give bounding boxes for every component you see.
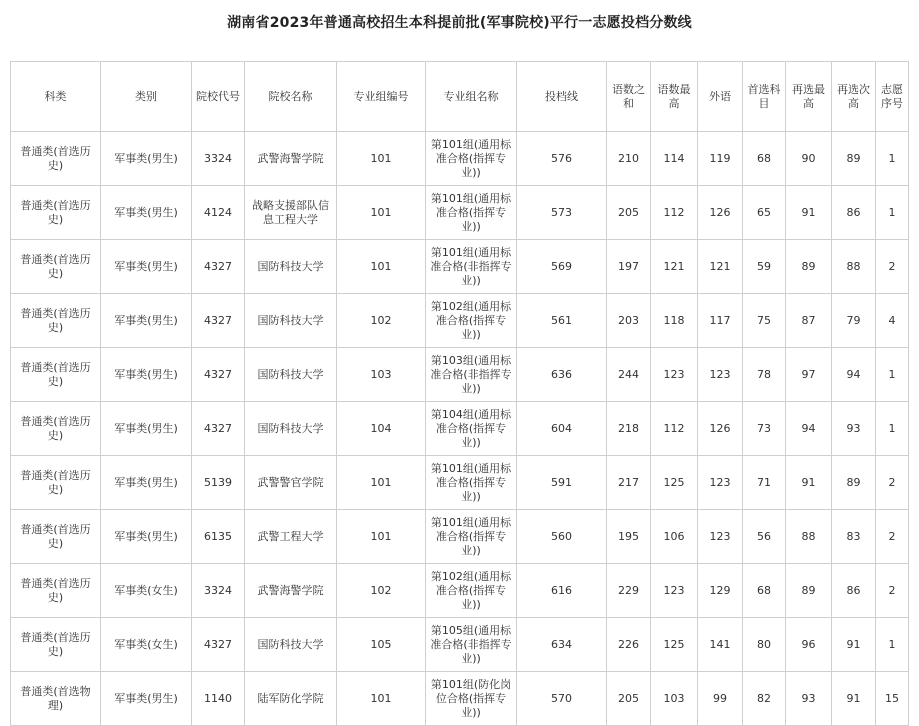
table-cell: 陆军防化学院 (245, 672, 337, 726)
table-cell: 军事类(男生) (101, 402, 192, 456)
table-cell: 560 (517, 510, 607, 564)
table-cell: 普通类(首选历史) (11, 402, 101, 456)
table-cell: 197 (607, 240, 651, 294)
page-title: 湖南省2023年普通高校招生本科提前批(军事院校)平行一志愿投档分数线 (227, 15, 692, 31)
table-cell: 军事类(男生) (101, 294, 192, 348)
table-row (11, 348, 909, 402)
table-cell: 123 (651, 564, 698, 618)
table-cell: 89 (832, 132, 876, 186)
table-cell: 第103组(通用标准合格(非指挥专业)) (426, 348, 517, 402)
table-cell: 203 (607, 294, 651, 348)
table-cell: 123 (698, 348, 743, 402)
table-cell: 91 (832, 618, 876, 672)
table-row (11, 294, 909, 348)
table-cell: 119 (698, 132, 743, 186)
table-cell: 军事类(男生) (101, 348, 192, 402)
table-cell: 第101组(通用标准合格(指挥专业)) (426, 510, 517, 564)
table-cell: 205 (607, 186, 651, 240)
table-cell: 226 (607, 618, 651, 672)
table-cell: 80 (743, 618, 786, 672)
table-row (11, 510, 909, 564)
table-cell: 4327 (192, 402, 245, 456)
table-cell: 1 (876, 186, 909, 240)
table-cell: 94 (832, 348, 876, 402)
table-cell: 91 (832, 672, 876, 726)
table-cell: 123 (698, 510, 743, 564)
table-cell: 229 (607, 564, 651, 618)
header-cell: 专业组编号 (337, 62, 426, 132)
table-cell: 125 (651, 456, 698, 510)
table-cell: 114 (651, 132, 698, 186)
header-cell: 院校名称 (245, 62, 337, 132)
table-cell: 军事类(男生) (101, 240, 192, 294)
table-cell: 125 (651, 618, 698, 672)
table-cell: 第101组(通用标准合格(非指挥专业)) (426, 240, 517, 294)
table-cell: 武警警官学院 (245, 456, 337, 510)
table-cell: 1 (876, 132, 909, 186)
table-cell: 第101组(通用标准合格(指挥专业)) (426, 132, 517, 186)
table-cell: 第104组(通用标准合格(指挥专业)) (426, 402, 517, 456)
header-cell: 科类 (11, 62, 101, 132)
table-cell: 68 (743, 132, 786, 186)
table-cell: 195 (607, 510, 651, 564)
table-cell: 4327 (192, 294, 245, 348)
table-cell: 129 (698, 564, 743, 618)
table-cell: 军事类(男生) (101, 510, 192, 564)
table-cell: 第105组(通用标准合格(非指挥专业)) (426, 618, 517, 672)
table-cell: 1 (876, 618, 909, 672)
table-cell: 56 (743, 510, 786, 564)
table-cell: 军事类(男生) (101, 132, 192, 186)
table-cell: 104 (337, 402, 426, 456)
header-cell: 语数之和 (607, 62, 651, 132)
table-cell: 217 (607, 456, 651, 510)
table-cell: 68 (743, 564, 786, 618)
table-cell: 616 (517, 564, 607, 618)
table-cell: 73 (743, 402, 786, 456)
table-cell: 576 (517, 132, 607, 186)
header-cell: 语数最高 (651, 62, 698, 132)
table-cell: 573 (517, 186, 607, 240)
table-cell: 94 (786, 402, 832, 456)
table-cell: 121 (651, 240, 698, 294)
table-cell: 国防科技大学 (245, 402, 337, 456)
table-cell: 战略支援部队信息工程大学 (245, 186, 337, 240)
table-cell: 第101组(防化岗位合格(指挥专业)) (426, 672, 517, 726)
table-cell: 105 (337, 618, 426, 672)
table-row (11, 240, 909, 294)
table-cell: 1 (876, 402, 909, 456)
table-cell: 96 (786, 618, 832, 672)
table-cell: 205 (607, 672, 651, 726)
table-cell: 102 (337, 564, 426, 618)
table-cell: 112 (651, 186, 698, 240)
header-cell: 投档线 (517, 62, 607, 132)
table-cell: 93 (786, 672, 832, 726)
table-cell: 87 (786, 294, 832, 348)
table-body (11, 132, 909, 726)
table-cell: 79 (832, 294, 876, 348)
table-cell: 普通类(首选历史) (11, 510, 101, 564)
table-cell: 97 (786, 348, 832, 402)
score-table (10, 61, 909, 726)
table-cell: 国防科技大学 (245, 618, 337, 672)
table-cell: 军事类(女生) (101, 564, 192, 618)
table-cell: 军事类(男生) (101, 186, 192, 240)
table-cell: 国防科技大学 (245, 348, 337, 402)
table-cell: 141 (698, 618, 743, 672)
table-cell: 101 (337, 672, 426, 726)
table-cell: 91 (786, 456, 832, 510)
table-cell: 101 (337, 240, 426, 294)
table-cell: 普通类(首选历史) (11, 186, 101, 240)
table-cell: 第102组(通用标准合格(指挥专业)) (426, 564, 517, 618)
header-cell: 再选最高 (786, 62, 832, 132)
header-cell: 专业组名称 (426, 62, 517, 132)
table-cell: 89 (786, 240, 832, 294)
table-row (11, 618, 909, 672)
table-cell: 1 (876, 348, 909, 402)
table-cell: 88 (832, 240, 876, 294)
table-cell: 103 (337, 348, 426, 402)
table-row (11, 132, 909, 186)
table-cell: 101 (337, 186, 426, 240)
table-cell: 普通类(首选历史) (11, 240, 101, 294)
table-cell: 75 (743, 294, 786, 348)
table-cell: 第102组(通用标准合格(指挥专业)) (426, 294, 517, 348)
table-cell: 3324 (192, 132, 245, 186)
table-cell: 102 (337, 294, 426, 348)
table-cell: 武警工程大学 (245, 510, 337, 564)
table-cell: 65 (743, 186, 786, 240)
table-cell: 2 (876, 456, 909, 510)
table-cell: 82 (743, 672, 786, 726)
table-cell: 591 (517, 456, 607, 510)
table-cell: 89 (832, 456, 876, 510)
table-cell: 2 (876, 510, 909, 564)
table-cell: 86 (832, 564, 876, 618)
table-cell: 123 (698, 456, 743, 510)
table-cell: 71 (743, 456, 786, 510)
table-cell: 126 (698, 186, 743, 240)
table-cell: 军事类(男生) (101, 672, 192, 726)
header-cell: 院校代号 (192, 62, 245, 132)
table-cell: 90 (786, 132, 832, 186)
table-row (11, 564, 909, 618)
table-cell: 569 (517, 240, 607, 294)
table-cell: 第101组(通用标准合格(指挥专业)) (426, 456, 517, 510)
table-cell: 117 (698, 294, 743, 348)
table-cell: 59 (743, 240, 786, 294)
table-cell: 86 (832, 186, 876, 240)
header-cell: 再选次高 (832, 62, 876, 132)
table-cell: 普通类(首选物理) (11, 672, 101, 726)
table-cell: 国防科技大学 (245, 294, 337, 348)
table-cell: 78 (743, 348, 786, 402)
table-row (11, 456, 909, 510)
table-cell: 123 (651, 348, 698, 402)
table-cell: 99 (698, 672, 743, 726)
table-cell: 83 (832, 510, 876, 564)
table-cell: 244 (607, 348, 651, 402)
table-cell: 636 (517, 348, 607, 402)
table-cell: 1140 (192, 672, 245, 726)
table-cell: 604 (517, 402, 607, 456)
table-cell: 210 (607, 132, 651, 186)
table-cell: 91 (786, 186, 832, 240)
table-row (11, 672, 909, 726)
header-cell: 类别 (101, 62, 192, 132)
table-cell: 普通类(首选历史) (11, 348, 101, 402)
table-cell: 4327 (192, 240, 245, 294)
table-cell: 国防科技大学 (245, 240, 337, 294)
table-cell: 118 (651, 294, 698, 348)
table-cell: 军事类(男生) (101, 456, 192, 510)
table-cell: 普通类(首选历史) (11, 564, 101, 618)
table-cell: 军事类(女生) (101, 618, 192, 672)
table-cell: 普通类(首选历史) (11, 294, 101, 348)
table-cell: 121 (698, 240, 743, 294)
table-cell: 6135 (192, 510, 245, 564)
header-cell: 志愿序号 (876, 62, 909, 132)
table-cell: 普通类(首选历史) (11, 618, 101, 672)
table-cell: 2 (876, 564, 909, 618)
table-cell: 4 (876, 294, 909, 348)
table-cell: 4327 (192, 348, 245, 402)
table-cell: 561 (517, 294, 607, 348)
table-row (11, 186, 909, 240)
table-cell: 武警海警学院 (245, 564, 337, 618)
table-cell: 89 (786, 564, 832, 618)
table-cell: 2 (876, 240, 909, 294)
table-cell: 4124 (192, 186, 245, 240)
table-header-row (11, 62, 909, 132)
table-cell: 3324 (192, 564, 245, 618)
table-cell: 218 (607, 402, 651, 456)
table-row (11, 402, 909, 456)
table-cell: 126 (698, 402, 743, 456)
table-cell: 5139 (192, 456, 245, 510)
table-cell: 101 (337, 132, 426, 186)
table-cell: 88 (786, 510, 832, 564)
table-cell: 武警海警学院 (245, 132, 337, 186)
table-cell: 634 (517, 618, 607, 672)
header-cell: 外语 (698, 62, 743, 132)
table-cell: 93 (832, 402, 876, 456)
table-cell: 570 (517, 672, 607, 726)
table-cell: 普通类(首选历史) (11, 132, 101, 186)
table-cell: 15 (876, 672, 909, 726)
table-cell: 101 (337, 456, 426, 510)
table-cell: 4327 (192, 618, 245, 672)
table-cell: 第101组(通用标准合格(指挥专业)) (426, 186, 517, 240)
table-cell: 103 (651, 672, 698, 726)
header-cell: 首选科目 (743, 62, 786, 132)
table-cell: 112 (651, 402, 698, 456)
table-cell: 101 (337, 510, 426, 564)
table-cell: 106 (651, 510, 698, 564)
table-cell: 普通类(首选历史) (11, 456, 101, 510)
